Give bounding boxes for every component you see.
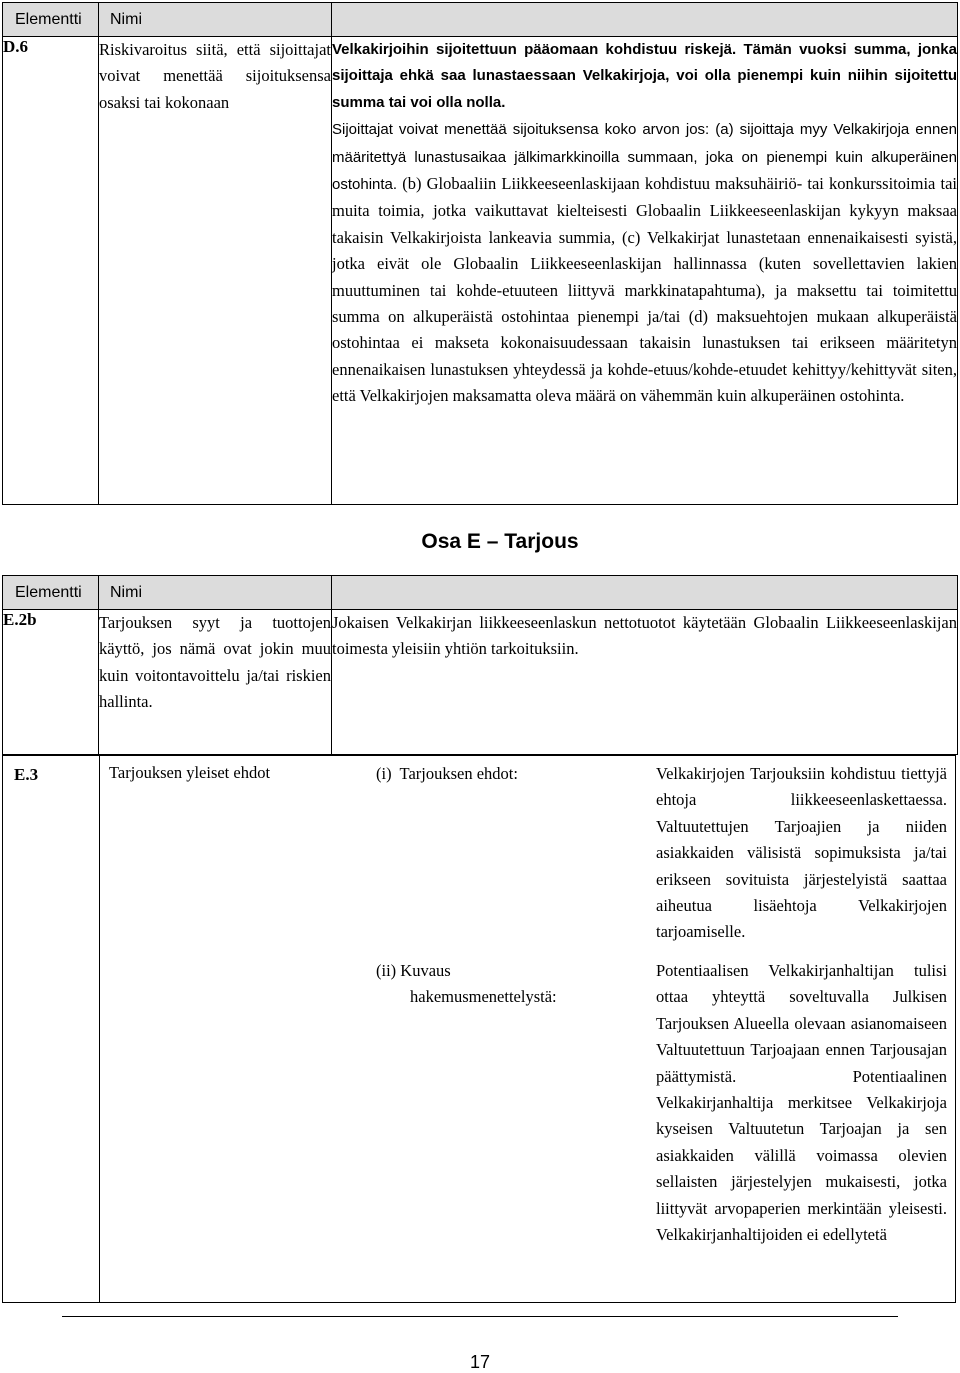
header-blank [332, 576, 958, 610]
table-row [3, 37, 958, 505]
header-element: Elementti [3, 576, 99, 610]
element-name: Riskivaroitus siitä, että sijoittajat voivat menettää sijoituksensa osaksi tai kokonaan [99, 37, 332, 505]
term-label: Kuvaus [400, 961, 451, 980]
term-text-ii: Potentiaalisen Velkakirjanhaltijan tulisi ottaa yhteyttä soveltuvalla Julkisen Tarjouksen Alueella olevaan asianomaiseen Valtuutettuun Tarjoajaan ennen Tarjousajan päättymistä. Potentiaalinen Velkakirjanhaltija merkitsee Velkakirjoja kyseisen Valtuutetun Tarjoajan ja sen asiakkaiden välillä voimassa olevien sellaisten järjestelyjen mukaisesti, jotka liittyvät arvopaperien merkintään yleisesti. Velkakirjanhaltijoiden ei edellytetä [656, 961, 947, 1245]
table-header [3, 576, 958, 610]
element-name: Tarjouksen syyt ja tuottojen käyttö, jos nämä ovat jokin muu kuin voitontavoittelu ja/tai riskien hallinta. [99, 610, 332, 755]
footer-rule [62, 1316, 898, 1317]
element-name: Tarjouksen yleiset ehdot [109, 763, 271, 782]
element-id: D.6 [3, 37, 99, 505]
table-header [3, 3, 958, 37]
header-blank [332, 3, 958, 37]
risk-table [2, 2, 958, 505]
section-title: Osa E – Tarjous [421, 530, 579, 553]
header-name: Nimi [99, 576, 332, 610]
header-element: Elementti [3, 3, 99, 37]
risk-warning-sans: Sijoittajat voivat menettää sijoituksensa koko arvon jos: (a) sijoittaja myy Velkakirjoja ennen määritettyä lunastusaikaa jälkimarkkinoilla summaan, joka on pienempi kuin alkuperäinen ostohinta. [332, 121, 957, 194]
term-num: (i) [376, 764, 392, 783]
column-divider [99, 756, 100, 1302]
term-label: Tarjouksen ehdot: [399, 764, 518, 783]
element-id: E.2b [3, 610, 99, 755]
page-number: 17 [469, 1352, 491, 1372]
element-description: Jokaisen Velkakirjan liikkeeseenlaskun nettotuotot käytetään Globaalin Liikkeeseenlaskijan toimesta yleisiin yhtiön tarkoituksiin. [332, 610, 958, 755]
table-row [3, 610, 958, 755]
risk-warning-bold: Velkakirjoihin sijoitettuun pääomaan kohdistuu riskejä. Tämän vuoksi summa, jonka sijoittaja ehkä saa lunastaessaan Velkakirjoja, voi olla pienempi kuin niihin sijoitettu summa tai voi olla nolla. [332, 41, 957, 111]
term-label-i [376, 761, 518, 787]
term-label-cont: hakemusmenettelystä: [410, 987, 557, 1007]
term-text-i: Velkakirjojen Tarjouksiin kohdistuu tiettyjä ehtoja liikkeeseenlaskettaessa. Valtuutettujen Tarjoajien ja niiden asiakkaiden välisistä sopimuksista ja/tai erikseen sovituista järjestelyistä saattaa aiheutua lisäehtoja Velkakirjojen tarjoamiselle. [656, 764, 947, 942]
offer-terms-block [2, 755, 956, 1303]
risk-warning-serif: (b) Globaaliin Liikkeeseenlaskijaan kohdistuu maksuhäiriö- tai konkurssitoimia tai muita toimia, jotka vaikuttavat kielteisesti Globaalin Liikkeeseenlaskijan kykyyn maksaa takaisin Velkakirjoista lankeavia summia, (c) Velkakirjat lunastetaan ennenaikaisesti syistä, jotka eivät ole Globaalin Liikkeeseenlaskijan hallinnassa (kuten sovellettavien lakien muuttuminen tai kohde-etuuteen liittyvä markkinatapahtuma), ja maksettu tai toimitettu summa on alkuperäistä ostohintaa pienempi ja/tai (d) maksuehtojen mukaan alkuperäistä ostohintaa ei makseta kokonaisuudessaan takaisin lunastuksen tai erikseen määritetyn ennenaikaisen lunastuksen yhteydessä ja kohde-etuus/kohde-etuudet kehittyy/kehittyvät siten, että Velkakirjojen maksamatta oleva määrä on vähemmän kuin alkuperäinen ostohinta. [332, 174, 957, 406]
element-description [332, 37, 958, 505]
offer-table [2, 575, 958, 755]
term-label-ii [376, 958, 557, 1011]
term-num: (ii) [376, 961, 397, 980]
risk-warning-body [332, 116, 957, 409]
element-id: E.3 [14, 765, 39, 784]
header-name: Nimi [99, 3, 332, 37]
